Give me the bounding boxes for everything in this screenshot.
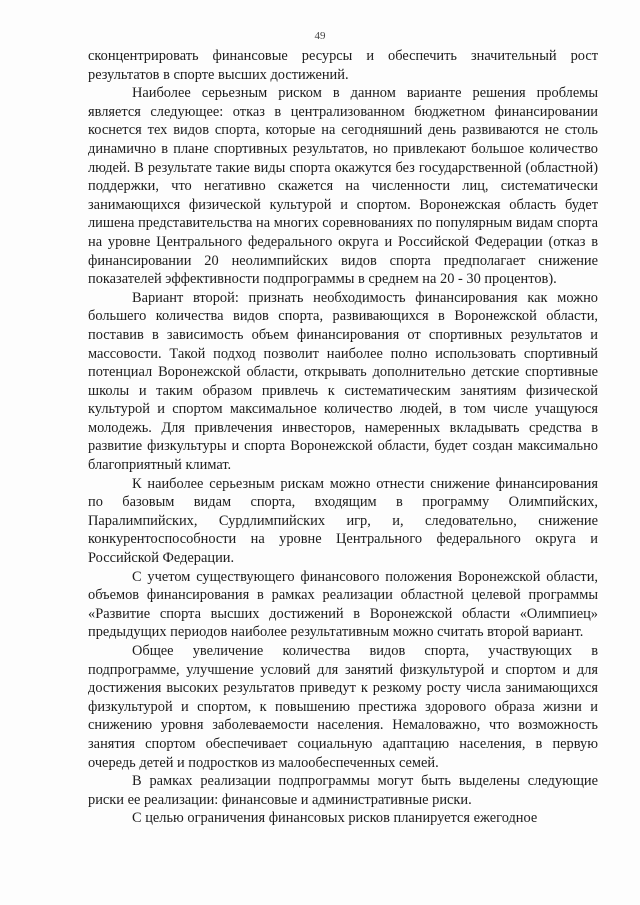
paragraph-8: С целью ограничения финансовых рисков планируется ежегодное bbox=[132, 810, 538, 827]
page-number: 49 bbox=[314, 30, 326, 42]
paragraph-2: Наиболее серьезным риском в данном варианте решения проблемы является следующее: отказ в централизованном бюджетном финансировании коснется тех видов спорта, которые на сегодняшний день развиваются не столь динамично в плане спортивных результатов, но привлекают большое количество людей. В результате такие виды спорта окажутся без государственной (областной) поддержки, что негативно скажется на численности лиц, систематически занимающихся физической культурой и спортом. Воронежская область будет лишена представительства на многих соревнованиях по популярным видам спорта на уровне Центрального федерального округа и Российской Федерации (отказ в финансировании 20 неолимпийских видов спорта предполагает снижение показателей эффективности подпрограммы в среднем на 20 - 30 процентов). bbox=[88, 85, 598, 288]
paragraph-7: В рамках реализации подпрограммы могут быть выделены следующие риски ее реализации: финансовые и административные риски. bbox=[88, 773, 598, 808]
paragraph-3: Вариант второй: признать необходимость финансирования как можно большего количества видов спорта, развивающихся в Воронежской области, поставив в зависимость объем финансирования от спортивных результатов и массовости. Такой подход позволит наиболее полно использовать спортивный потенциал Воронежской области, открывать дополнительно детские спортивные школы и таким образом привлечь к систематическим занятиям физической культурой и спортом максимальное количество людей, в том числе учащуюся молодежь. Для привлечения инвесторов, намеренных вкладывать средства в развитие физкультуры и спорта Воронежской области, будет создан максимально благоприятный климат. bbox=[88, 289, 598, 474]
document-body bbox=[88, 47, 598, 828]
paragraph-5: С учетом существующего финансового положения Воронежской области, объемов финансирования в рамках реализации областной целевой программы «Развитие спорта высших достижений в Воронежской области «Олимпиец» предыдущих периодов наиболее результативным можно считать второй вариант. bbox=[88, 568, 598, 641]
paragraph-4: К наиболее серьезным рискам можно отнести снижение финансирования по базовым видам спорта, входящим в программу Олимпийских, Паралимпийских, Сурдлимпийских игр, и, следовательно, снижение конкурентоспособности на уровне Центрального федерального округа и Российской Федерации. bbox=[88, 475, 598, 567]
paragraph-1: сконцентрировать финансовые ресурсы и обеспечить значительный рост результатов в спорте высших достижений. bbox=[88, 48, 598, 83]
paragraph-6: Общее увеличение количества видов спорта, участвующих в подпрограмме, улучшение условий для занятий физкультурой и спортом и для достижения высоких результатов приведут к резкому росту числа занимающихся физкультурой и спортом, к повышению престижа здорового образа жизни и снижению уровня заболеваемости населения. Немаловажно, что возможность занятия спортом обеспечивает социальную адаптацию населения, в первую очередь детей и подростков из малообеспеченных семей. bbox=[88, 643, 598, 771]
